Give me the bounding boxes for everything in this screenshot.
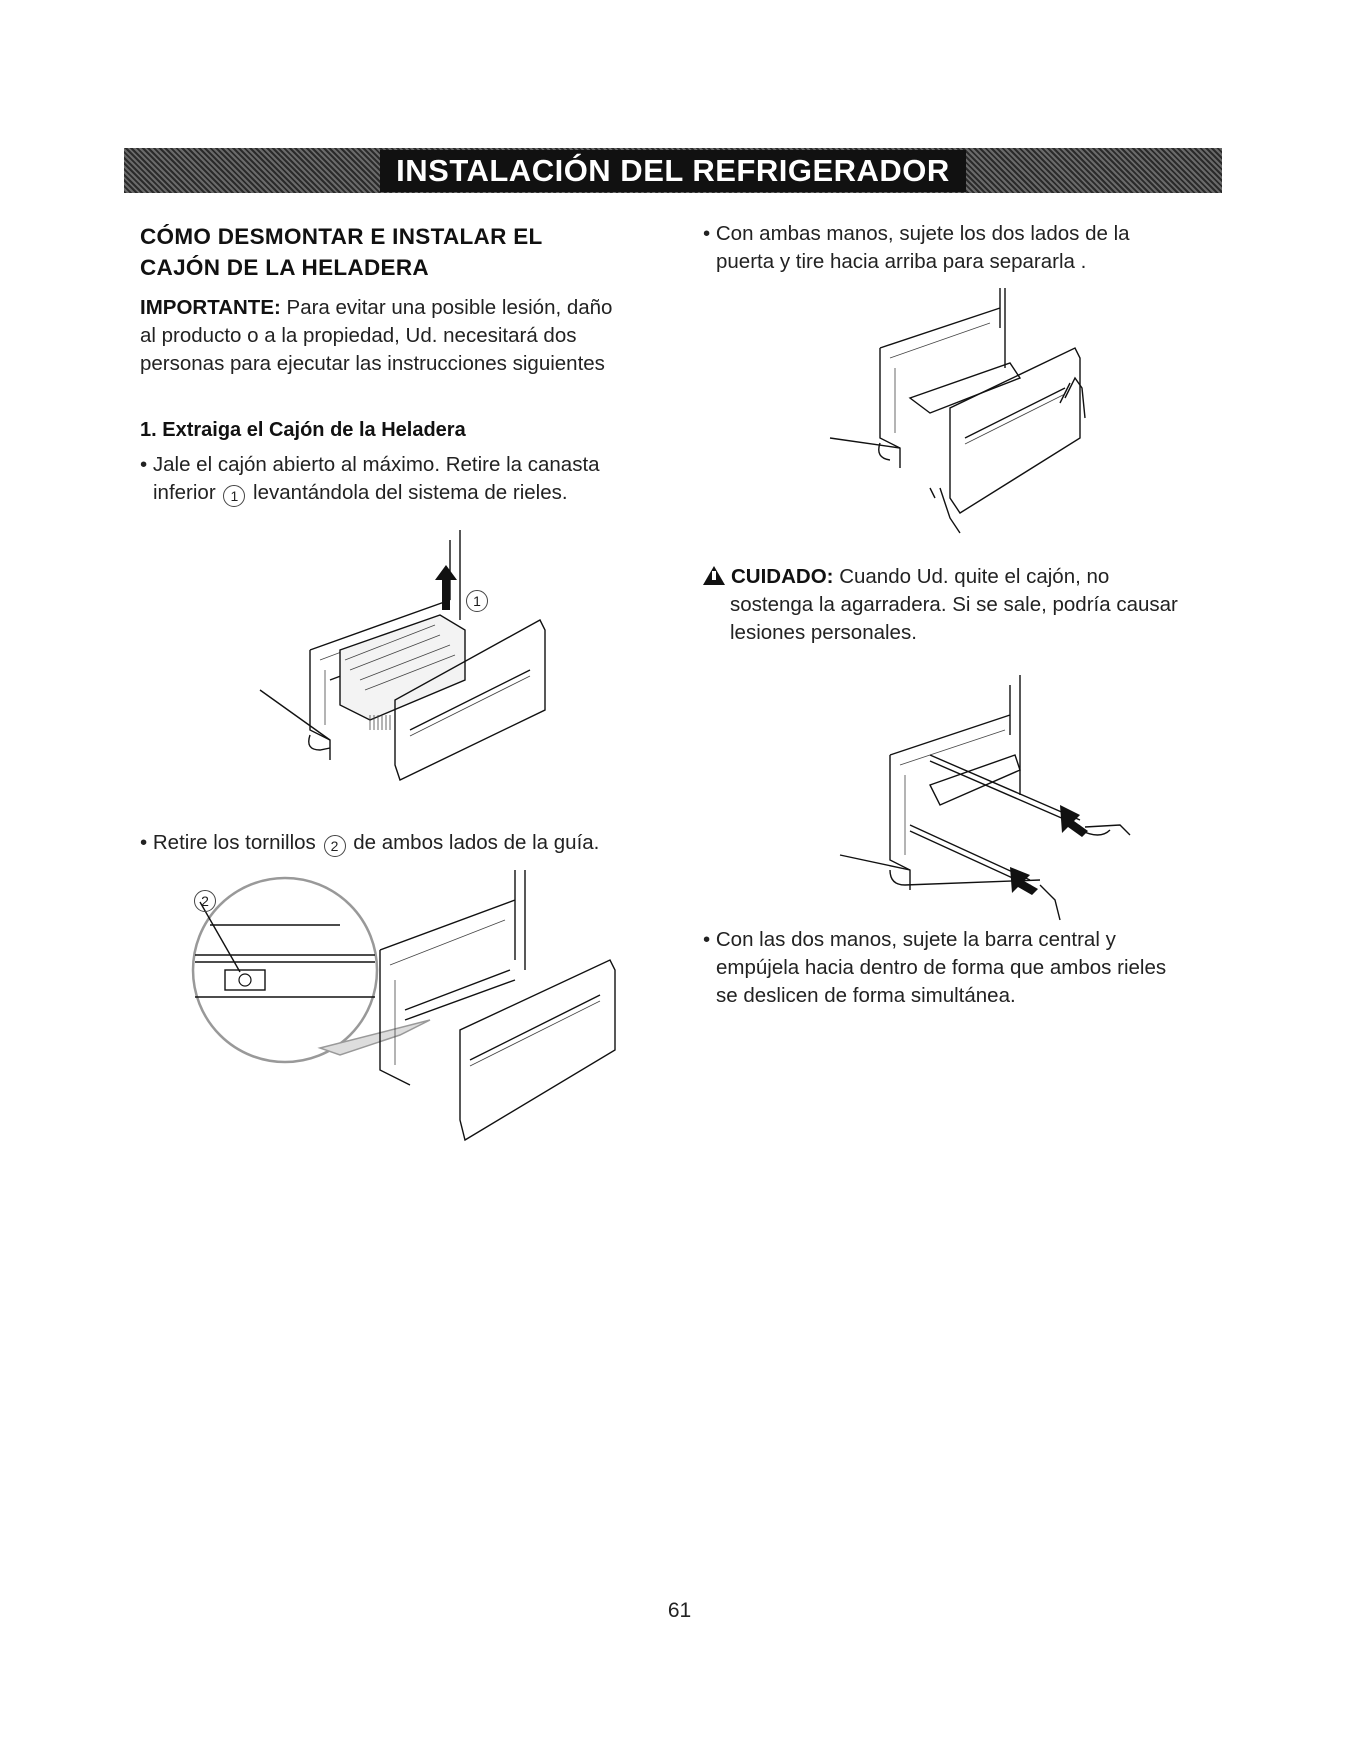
right-bullet2-line3: se deslicen de forma simultánea. (716, 984, 1016, 1007)
important-line2: al producto o a la propiedad, Ud. necesitará dos (140, 324, 577, 347)
right-bullet2-line1: • Con las dos manos, sujete la barra central y (703, 928, 1116, 951)
section-title-line1: CÓMO DESMONTAR E INSTALAR EL (140, 224, 543, 249)
step1-bullet1-line2 (153, 479, 568, 507)
step1-bullet1-post: levantándola del sistema de rieles. (247, 481, 568, 504)
right-bullet2-line2: empújela hacia dentro de forma que ambos rieles (716, 956, 1167, 979)
section-banner (124, 148, 1222, 193)
page-number: 61 (667, 1599, 692, 1622)
right-bullet1-line2: puerta y tire hacia arriba para separarla . (716, 250, 1087, 273)
important-label: IMPORTANTE: (140, 296, 281, 319)
step1-bullet2-post: de ambos lados de la guía. (347, 831, 600, 854)
important-line3: personas para ejecutar las instrucciones siguientes (140, 352, 605, 375)
caution-label: CUIDADO: (731, 565, 834, 588)
caution-line3: lesiones personales. (730, 621, 917, 644)
callout-1: 1 (466, 590, 488, 612)
step1-title: 1. Extraiga el Cajón de la Heladera (140, 419, 466, 441)
important-text-1: Para evitar una posible lesión, daño (280, 296, 613, 319)
caution-text-1: Cuando Ud. quite el cajón, no (833, 565, 1110, 588)
step1-bullet2 (140, 829, 599, 857)
banner-title: INSTALACIÓN DEL REFRIGERADOR (380, 150, 966, 192)
callout-2: 2 (194, 890, 216, 912)
caution-line1 (703, 563, 1109, 591)
drawer-screws-illustration (170, 870, 620, 1140)
center-bar-illustration (830, 675, 1150, 915)
drawer-basket-illustration (250, 530, 560, 780)
step1-bullet1-pre: inferior (153, 481, 222, 504)
important-line1 (140, 294, 612, 322)
door-removal-illustration (820, 288, 1120, 548)
step1-bullet2-pre: • Retire los tornillos (140, 831, 322, 854)
step1-bullet1-line1: • Jale el cajón abierto al máximo. Retire la canasta (140, 453, 600, 476)
callout-2-inline: 2 (324, 835, 346, 857)
caution-line2: sostenga la agarradera. Si se sale, podría causar (730, 593, 1178, 616)
section-title-line2: CAJÓN DE LA HELADERA (140, 255, 429, 280)
callout-1-inline: 1 (223, 485, 245, 507)
warning-triangle-icon (703, 566, 725, 585)
right-bullet1-line1: • Con ambas manos, sujete los dos lados de la (703, 222, 1130, 245)
